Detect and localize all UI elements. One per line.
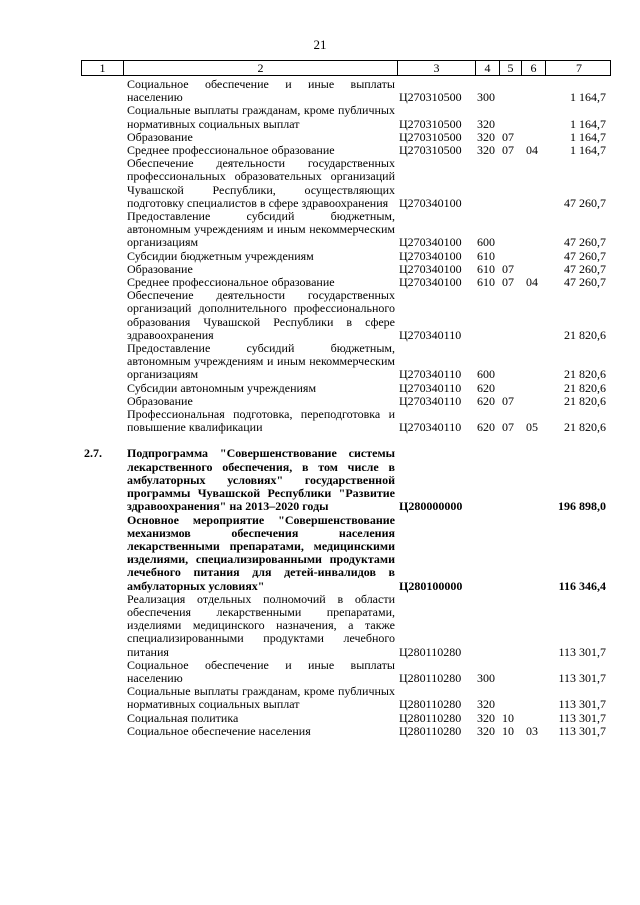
row-amount: 47 260,7 (564, 275, 606, 290)
row-name: Субсидии бюджетным учреждениям (127, 248, 314, 263)
row-number: 2.7. (84, 446, 102, 461)
row-code: Ц270340110 (399, 367, 462, 382)
table-row (0, 447, 640, 513)
row-subsection: 03 (526, 723, 538, 738)
table-row (0, 157, 640, 210)
table-row (0, 408, 640, 434)
table-row (0, 104, 640, 130)
row-name: Среднее профессиональное образование (127, 143, 335, 158)
table-row (0, 593, 640, 659)
row-code: Ц270340100 (399, 235, 462, 250)
row-name: Профессиональная подготовка, переподготовка и повышение квалификации (127, 407, 395, 435)
row-section: 10 (502, 710, 514, 725)
row-code: Ц270340100 (399, 248, 462, 263)
table-row (0, 289, 640, 342)
row-code: Ц280110280 (399, 723, 462, 738)
row-expense-type: 320 (477, 116, 495, 131)
row-amount: 113 301,7 (558, 710, 606, 725)
row-amount: 21 820,6 (564, 367, 606, 382)
header-col-7: 7 (576, 61, 582, 75)
row-expense-type: 320 (477, 710, 495, 725)
row-amount: 1 164,7 (570, 116, 606, 131)
row-amount: 47 260,7 (564, 248, 606, 263)
row-name: Социальные выплаты гражданам, кроме публичных нормативных социальных выплат (127, 684, 395, 712)
table-row (0, 514, 640, 593)
row-subsection: 04 (526, 275, 538, 290)
row-code: Ц280100000 (399, 578, 463, 593)
table-row (0, 685, 640, 711)
row-amount: 113 301,7 (558, 644, 606, 659)
header-col-5: 5 (500, 61, 522, 75)
row-code: Ц270310500 (399, 129, 462, 144)
row-amount: 47 260,7 (564, 261, 606, 276)
row-name: Социальное обеспечение и иные выплаты населению (127, 77, 395, 105)
row-amount: 21 820,6 (564, 327, 606, 342)
row-section: 10 (502, 723, 514, 738)
row-expense-type: 320 (477, 697, 495, 712)
row-name: Образование (127, 393, 193, 408)
row-expense-type: 620 (477, 393, 495, 408)
row-amount: 21 820,6 (564, 380, 606, 395)
row-code: Ц270340110 (399, 327, 462, 342)
row-code: Ц270310500 (399, 116, 462, 131)
row-name: Обеспечение деятельности государственных организаций дополнительного профессионального образования Чувашской Республики в сфере здравоохранения (127, 288, 395, 342)
table-row (0, 210, 640, 250)
row-section: 07 (502, 275, 514, 290)
row-code: Ц280110280 (399, 710, 462, 725)
row-code: Ц270340110 (399, 380, 462, 395)
row-amount: 21 820,6 (564, 420, 606, 435)
row-name: Подпрограмма "Совершенствование системы лекарственного обеспечения, в том числе в амбулаторных условиях" государственной программы Чувашской Республики "Развитие здравоохранения" на 2013–2020 годы (127, 446, 395, 514)
row-expense-type: 320 (477, 143, 495, 158)
row-name: Предоставление субсидий бюджетным, автономным учреждениям и иным некоммерческим организациям (127, 209, 395, 250)
row-name: Социальное обеспечение населения (127, 723, 311, 738)
row-expense-type: 600 (477, 235, 495, 250)
row-code: Ц280000000 (399, 499, 463, 514)
row-code: Ц270310500 (399, 143, 462, 158)
row-amount: 113 301,7 (558, 697, 606, 712)
table-row (0, 712, 640, 725)
row-code: Ц270340100 (399, 275, 462, 290)
header-col-3: 3 (398, 61, 476, 75)
row-amount: 113 301,7 (558, 670, 606, 685)
table-body (0, 78, 640, 738)
row-name: Образование (127, 261, 193, 276)
row-name: Образование (127, 129, 193, 144)
row-amount: 113 301,7 (558, 723, 606, 738)
row-expense-type: 320 (477, 129, 495, 144)
row-name: Социальное обеспечение и иные выплаты населению (127, 657, 395, 685)
header-col-6: 6 (522, 61, 546, 75)
row-amount: 47 260,7 (564, 195, 606, 210)
header-col-4: 4 (476, 61, 500, 75)
row-code: Ц270310500 (399, 90, 462, 105)
row-name: Реализация отдельных полномочий в области обеспечения лекарственными препаратами, изделиями медицинского назначения, а также специализированными продуктами лечебного питания (127, 591, 395, 659)
row-name: Субсидии автономным учреждениям (127, 380, 317, 395)
table-row (0, 250, 640, 263)
row-section: 07 (502, 261, 514, 276)
row-name: Социальная политика (127, 710, 239, 725)
row-expense-type: 300 (477, 670, 495, 685)
row-expense-type: 320 (477, 723, 495, 738)
row-section: 07 (502, 143, 514, 158)
table-row (0, 382, 640, 395)
row-amount: 47 260,7 (564, 235, 606, 250)
row-name: Основное мероприятие "Совершенствование механизмов обеспечения населения лекарственными препаратами, медицинскими изделиями, специализированными продуктами лечебного питания для детей-инвалидов в амбулаторных условиях" (127, 512, 395, 593)
table-header (81, 60, 611, 76)
row-expense-type: 300 (477, 90, 495, 105)
row-name: Социальные выплаты гражданам, кроме публичных нормативных социальных выплат (127, 103, 395, 131)
row-code: Ц280110280 (399, 644, 462, 659)
row-code: Ц270340110 (399, 393, 462, 408)
table-row (0, 725, 640, 738)
row-expense-type: 610 (477, 261, 495, 276)
row-code: Ц270340110 (399, 420, 462, 435)
header-col-1: 1 (82, 61, 124, 75)
row-amount: 116 346,4 (558, 578, 606, 593)
row-subsection: 04 (526, 143, 538, 158)
table-row (0, 342, 640, 382)
row-amount: 1 164,7 (570, 143, 606, 158)
row-amount: 1 164,7 (570, 90, 606, 105)
row-code: Ц280110280 (399, 670, 462, 685)
row-amount: 1 164,7 (570, 129, 606, 144)
table-row (0, 78, 640, 104)
row-amount: 21 820,6 (564, 393, 606, 408)
page-number: 21 (313, 37, 327, 52)
row-expense-type: 610 (477, 275, 495, 290)
row-code: Ц280110280 (399, 697, 462, 712)
table-row (0, 659, 640, 685)
row-section: 07 (502, 393, 514, 408)
row-expense-type: 620 (477, 380, 495, 395)
row-expense-type: 620 (477, 420, 495, 435)
row-name: Обеспечение деятельности государственных профессиональных образовательных организаций Чувашской Республики, осуществляющих подготовку специалистов в сфере здравоохранения (127, 156, 395, 210)
row-amount: 196 898,0 (558, 499, 606, 514)
row-code: Ц270340100 (399, 261, 462, 276)
row-expense-type: 610 (477, 248, 495, 263)
header-col-2: 2 (124, 61, 398, 75)
row-name: Предоставление субсидий бюджетным, автономным учреждениям и иным некоммерческим организациям (127, 341, 395, 382)
row-name: Среднее профессиональное образование (127, 275, 335, 290)
row-section: 07 (502, 129, 514, 144)
row-subsection: 05 (526, 420, 538, 435)
row-code: Ц270340100 (399, 195, 462, 210)
row-expense-type: 600 (477, 367, 495, 382)
row-section: 07 (502, 420, 514, 435)
